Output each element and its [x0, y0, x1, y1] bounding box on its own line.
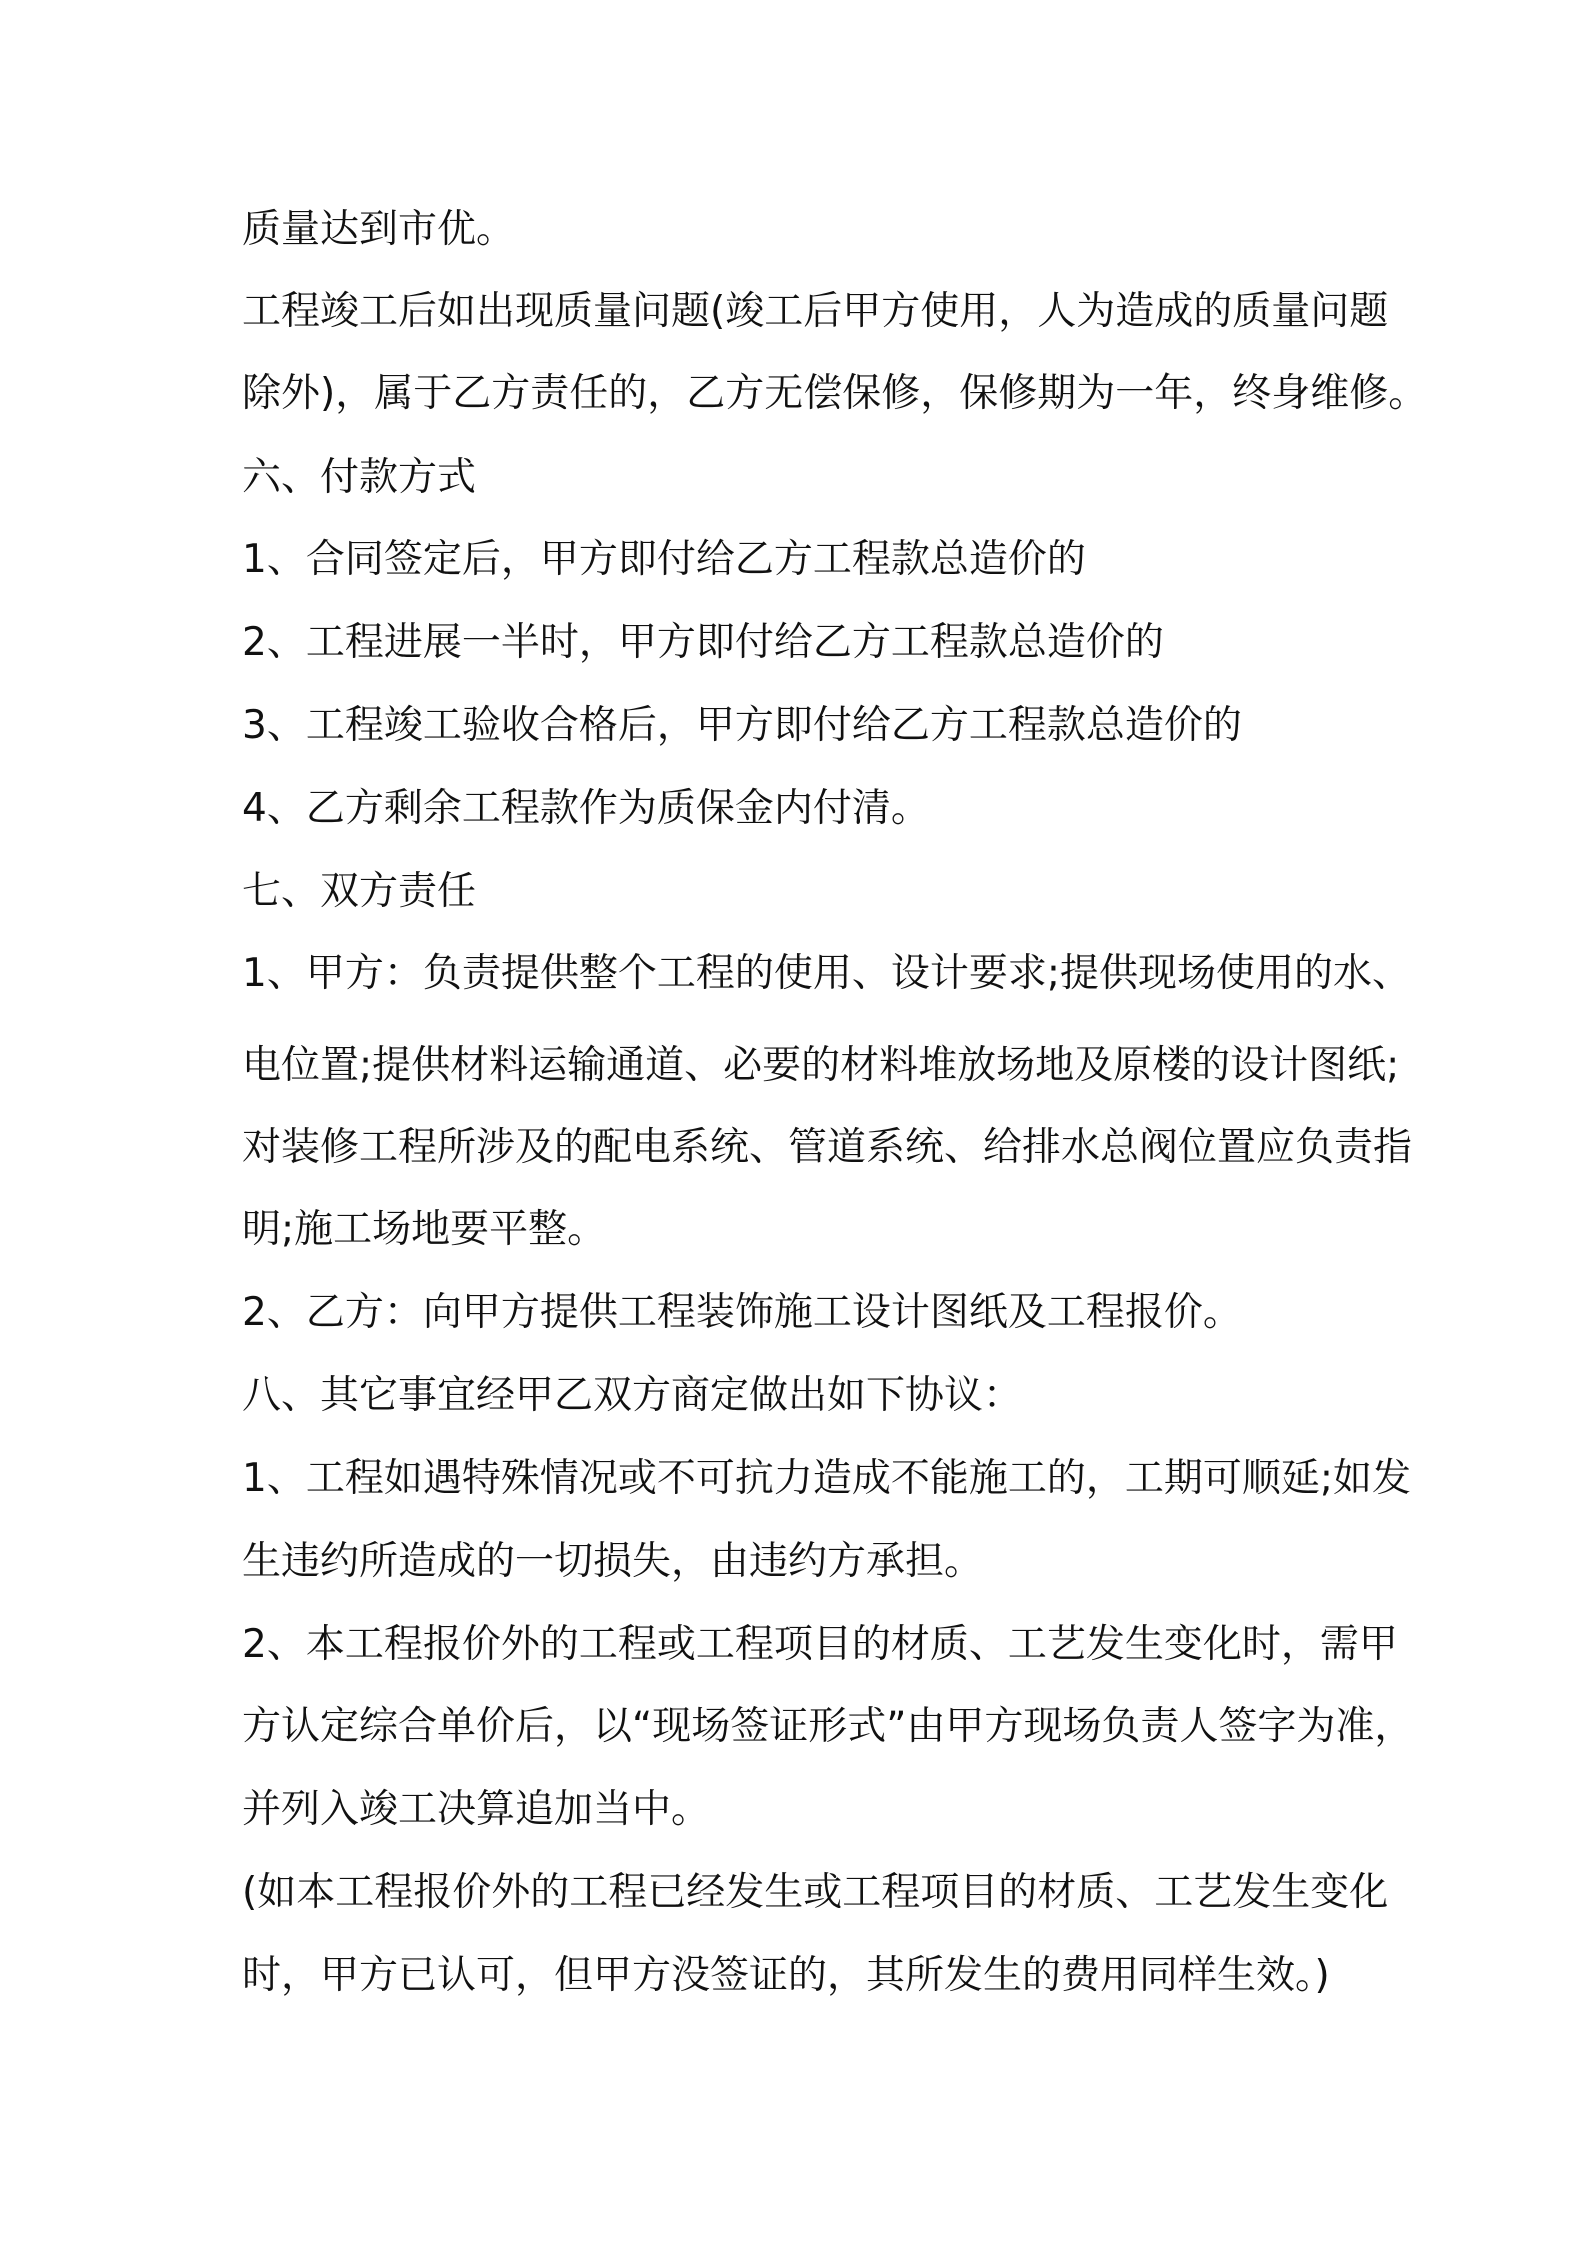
text-line: 工程竣工后如出现质量问题(竣工后甲方使用，人为造成的质量问题	[242, 289, 1389, 334]
text-line: 质量达到市优。	[242, 207, 516, 252]
text-line: 生违约所造成的一切损失，由违约方承担。	[242, 1539, 984, 1584]
section-heading: 七、双方责任	[242, 869, 477, 914]
text-line: 2、乙方：向甲方提供工程装饰施工设计图纸及工程报价。	[242, 1290, 1242, 1335]
text-line: 方认定综合单价后，以“现场签证形式”由甲方现场负责人签字为准，	[242, 1704, 1414, 1749]
text-line: 1、合同签定后，甲方即付给乙方工程款总造价的	[242, 537, 1086, 582]
section-heading: 八、其它事宜经甲乙双方商定做出如下协议：	[242, 1373, 1023, 1418]
text-line: 2、本工程报价外的工程或工程项目的材质、工艺发生变化时，需甲	[242, 1622, 1398, 1667]
text-line: 对装修工程所涉及的配电系统、管道系统、给排水总阀位置应负责指	[242, 1125, 1413, 1170]
text-line: 时，甲方已认可，但甲方没签证的，其所发生的费用同样生效。)	[242, 1953, 1330, 1998]
text-line: 电位置;提供材料运输通道、必要的材料堆放场地及原楼的设计图纸;	[242, 1043, 1400, 1088]
text-line: 1、工程如遇特殊情况或不可抗力造成不能施工的，工期可顺延;如发	[242, 1456, 1411, 1501]
section-heading: 六、付款方式	[242, 455, 477, 500]
text-line: 4、乙方剩余工程款作为质保金内付清。	[242, 786, 930, 831]
text-line: 明;施工场地要平整。	[242, 1207, 607, 1252]
text-line: 除外)，属于乙方责任的，乙方无偿保修，保修期为一年，终身维修。	[242, 371, 1428, 416]
text-line: (如本工程报价外的工程已经发生或工程项目的材质、工艺发生变化	[242, 1870, 1389, 1915]
text-line: 3、工程竣工验收合格后，甲方即付给乙方工程款总造价的	[242, 703, 1242, 748]
text-line: 并列入竣工决算追加当中。	[242, 1787, 711, 1832]
text-line: 1、甲方：负责提供整个工程的使用、设计要求;提供现场使用的水、	[242, 951, 1411, 996]
text-line: 2、工程进展一半时，甲方即付给乙方工程款总造价的	[242, 620, 1164, 665]
